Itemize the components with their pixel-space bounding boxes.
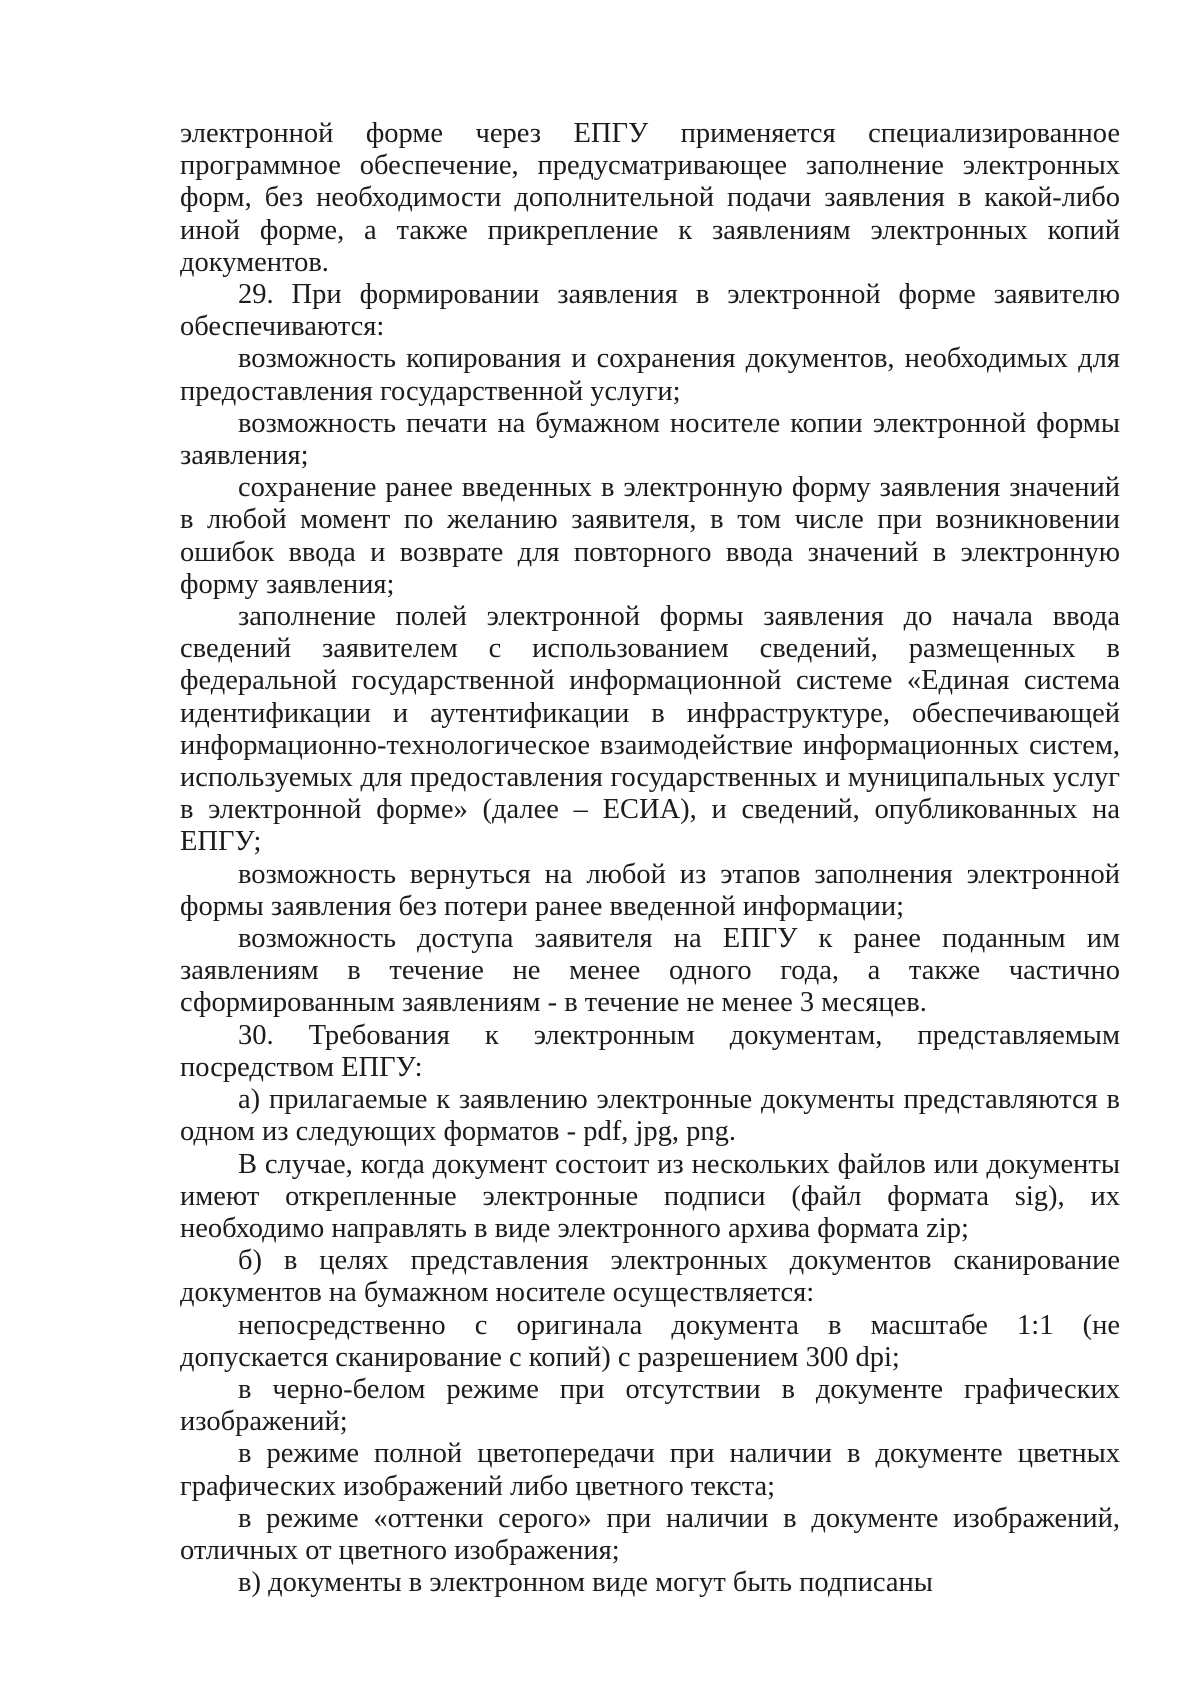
- paragraph-5: сохранение ранее введенных в электронную форму заявления значений в любой момент по желанию заявителя, в том числе при возникновении ошибок ввода и возврате для повторного ввода значений в электронную форму заявления;: [180, 472, 1120, 600]
- paragraph-7: возможность вернуться на любой из этапов заполнения электронной формы заявления без потери ранее введенной информации;: [180, 858, 1120, 922]
- paragraph-12: б) в целях представления электронных документов сканирование документов на бумажном носителе осуществляется:: [180, 1245, 1120, 1309]
- paragraph-13: непосредственно с оригинала документа в масштабе 1:1 (не допускается сканирование с копий) с разрешением 300 dpi;: [180, 1309, 1120, 1373]
- paragraph-17: в) документы в электронном виде могут быть подписаны: [238, 1567, 933, 1599]
- paragraph-16: в режиме «оттенки серого» при наличии в документе изображений, отличных от цветного изображения;: [180, 1502, 1120, 1566]
- paragraph-10: а) прилагаемые к заявлению электронные документы представляются в одном из следующих форматов - pdf, jpg, png.: [180, 1084, 1120, 1148]
- paragraph-1: электронной форме через ЕПГУ применяется специализированное программное обеспечение, предусматривающее заполнение электронных форм, без необходимости дополнительной подачи заявления в какой-либо иной форме, а также прикрепление к заявлениям электронных копий документов.: [180, 118, 1120, 278]
- paragraph-11: В случае, когда документ состоит из нескольких файлов или документы имеют открепленные электронные подписи (файл формата sig), их необходимо направлять в виде электронного архива формата zip;: [180, 1148, 1120, 1244]
- paragraph-14: в черно-белом режиме при отсутствии в документе графических изображений;: [180, 1373, 1120, 1438]
- paragraph-15: в режиме полной цветопередачи при наличии в документе цветных графических изображений либо цветного текста;: [180, 1438, 1120, 1502]
- paragraph-6: заполнение полей электронной формы заявления до начала ввода сведений заявителем с использованием сведений, размещенных в федеральной государственной информационной системе «Единая система идентификации и аутентификации в инфраструктуре, обеспечивающей информационно-технологическое взаимодействие информационных систем, используемых для предоставления государственных и муниципальных услуг в электронной форме» (далее – ЕСИА), и сведений, опубликованных на ЕПГУ;: [180, 601, 1120, 858]
- paragraph-3: возможность копирования и сохранения документов, необходимых для предоставления государственной услуги;: [180, 343, 1120, 407]
- paragraph-8: возможность доступа заявителя на ЕПГУ к ранее поданным им заявлениям в течение не менее одного года, а также частично сформированным заявлениям - в течение не менее 3 месяцев.: [180, 923, 1120, 1019]
- paragraph-9: 30. Требования к электронным документам, представляемым посредством ЕПГУ:: [180, 1019, 1120, 1083]
- document-body: [180, 118, 1120, 1599]
- paragraph-2: 29. При формировании заявления в электронной форме заявителю обеспечиваются:: [180, 279, 1120, 343]
- paragraph-4: возможность печати на бумажном носителе копии электронной формы заявления;: [180, 407, 1120, 472]
